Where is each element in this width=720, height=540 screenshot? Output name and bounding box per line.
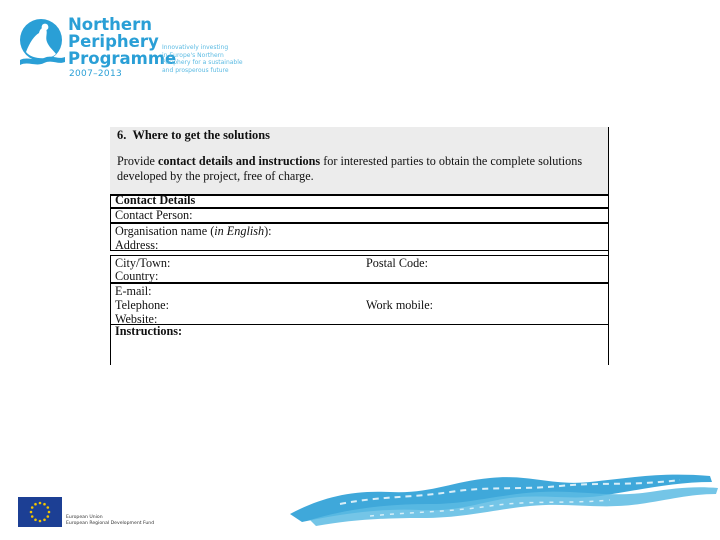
programme-emblem-icon [18,16,66,68]
communication-box [110,283,608,325]
instructions-label: Instructions: [115,324,183,338]
postal-code-label: Postal Code: [366,256,428,270]
programme-tagline: Innovatively investing in Europe's Northern Periphery for a sustainable and prosperous future [162,44,243,74]
work-mobile-label: Work mobile: [366,298,434,312]
programme-years: 2007–2013 [69,69,123,79]
organisation-box [110,223,608,251]
contact-details-heading: Contact Details [115,193,196,207]
telephone-label: Telephone: [115,298,169,312]
address-label: Address: [115,238,159,252]
city-town-label: City/Town: [115,256,171,270]
contact-details-heading-box [110,195,608,208]
section-title: 6. Where to get the solutions [117,128,270,142]
decorative-wave-graphic [280,468,720,528]
section-header [110,127,608,195]
solutions-form [110,127,609,365]
location-box [110,255,608,283]
contact-person-label: Contact Person: [115,208,193,222]
programme-name: Northern Periphery Programme [68,15,177,68]
instructions-box [110,324,183,365]
website-label: Website: [115,312,158,326]
email-label: E-mail: [115,284,152,298]
country-label: Country: [115,269,159,283]
eu-fund-caption: European Union European Regional Development Fund [66,515,155,526]
programme-logo [14,12,264,84]
section-instructions: Provide contact details and instructions for interested parties to obtain the complete solutions developed by the project, free of charge. [117,154,583,183]
organisation-name-label: Organisation name (in English): [115,224,272,238]
eu-flag-icon [18,497,62,527]
contact-person-box [110,208,608,223]
